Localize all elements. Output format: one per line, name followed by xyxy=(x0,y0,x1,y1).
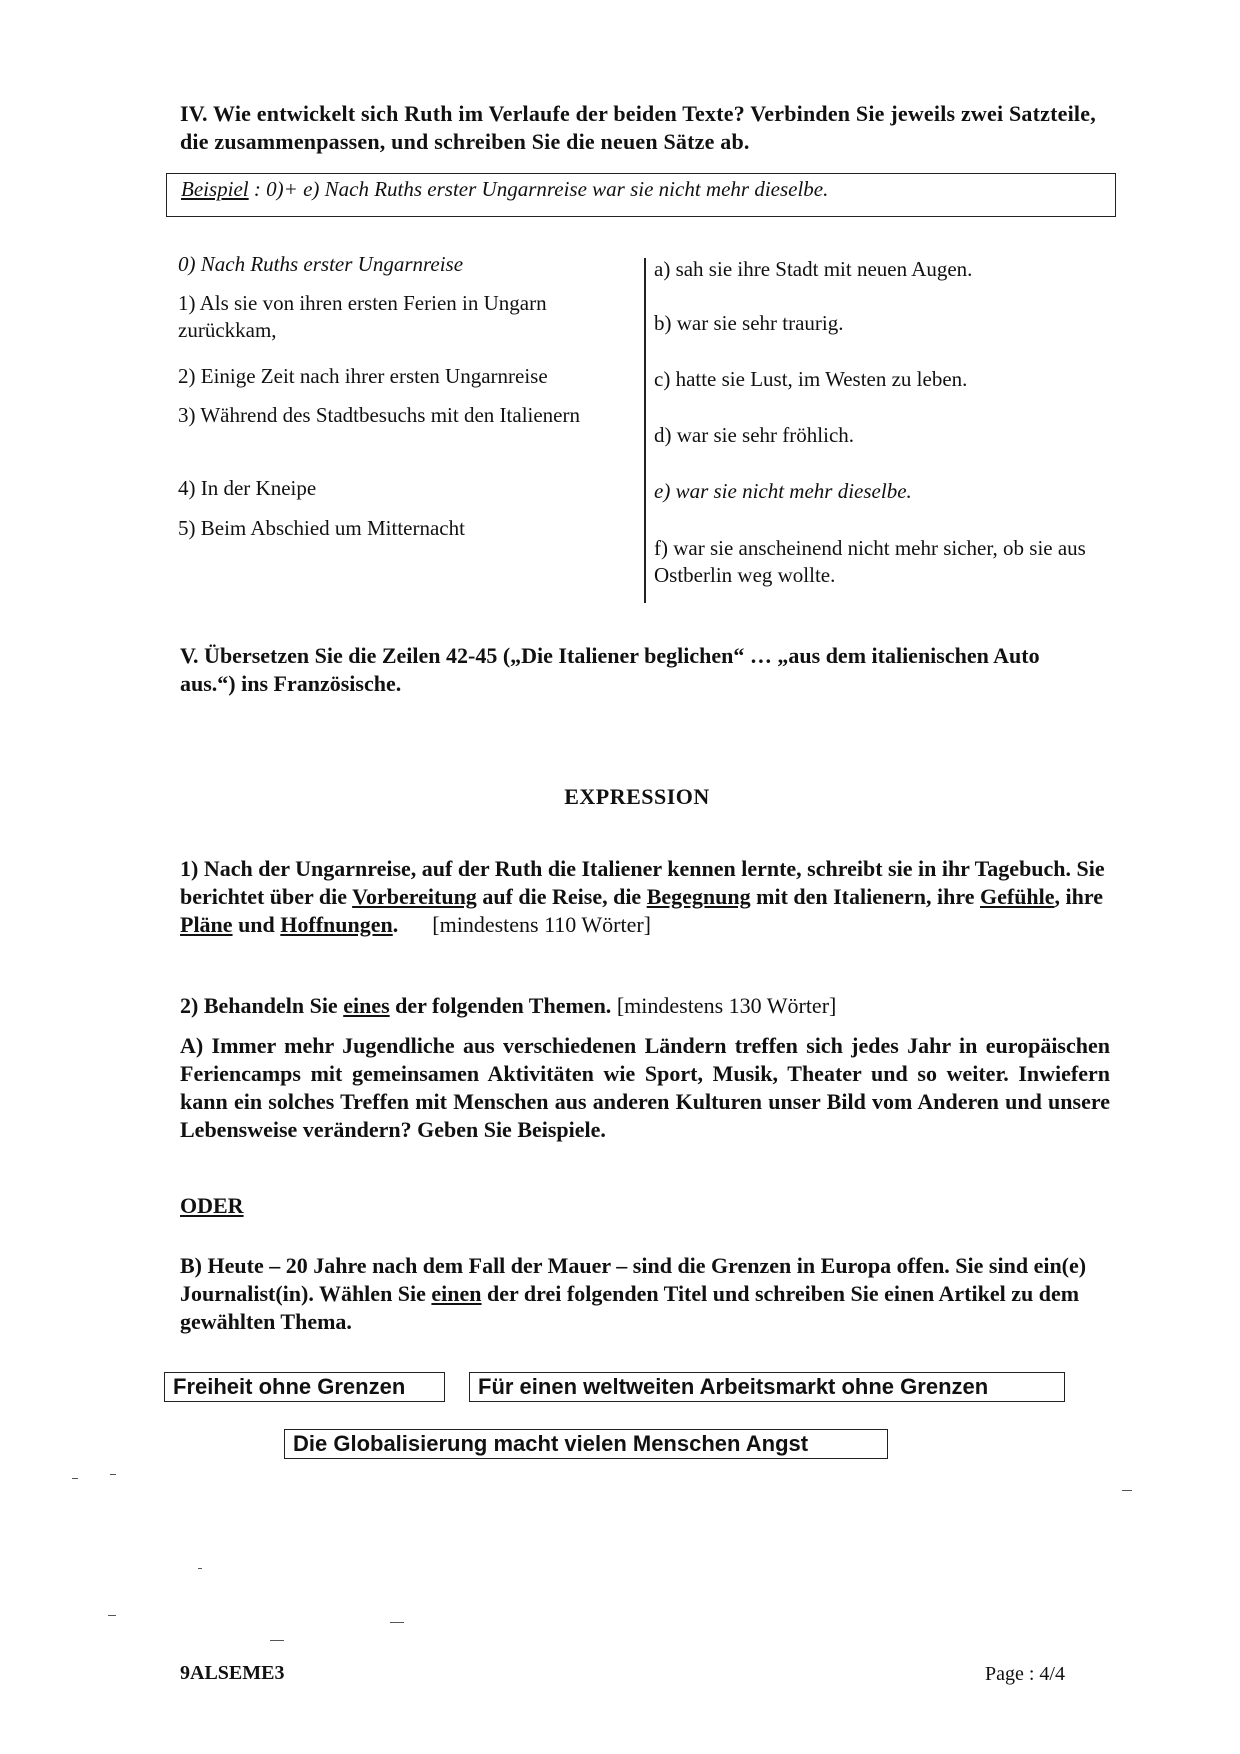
left-item-4: 4) In der Kneipe xyxy=(178,476,317,500)
task1-keyword-gefuehle: Gefühle xyxy=(979,884,1055,909)
scan-speck xyxy=(198,1568,202,1569)
matching-table xyxy=(178,252,1118,604)
left-item-2: 2) Einige Zeit nach ihrer ersten Ungarnreise xyxy=(178,364,548,388)
footer-exam-code: 9ALSEME3 xyxy=(180,1662,285,1684)
theme-b-text-1: B) Heute – 20 Jahre nach dem Fall der Mauer – sind die Grenzen in Europa offen. Sie sind ein(e) Journalist(in). Wählen Sie xyxy=(180,1253,1087,1306)
example-box xyxy=(166,173,1116,217)
footer-page-number: Page : 4/4 xyxy=(985,1663,1065,1685)
task1-keyword-plaene: Pläne xyxy=(180,912,233,937)
question-4-number: IV. xyxy=(180,101,208,126)
task1-text-3: mit den Italienern, ihre xyxy=(750,884,980,909)
task2-word-count: [mindestens 130 Wörter] xyxy=(616,993,837,1018)
expression-heading: EXPRESSION xyxy=(564,784,710,809)
theme-a: A) Immer mehr Jugendliche aus verschiedenen Ländern treffen sich jedes Jahr in europäischen Feriencamps mit gemeinsamen Aktivitäten wie Sport, Musik, Theater und so weiter. Inwiefern kann ein solches Treffen mit Menschen aus anderen Kulturen unser Bild vom Anderen und unsere Lebensweise verändern? Geben Sie Beispiele. xyxy=(180,1033,1110,1142)
task1-text-2: auf die Reise, die xyxy=(476,884,647,909)
left-item-1: 1) Als sie von ihren ersten Ferien in Ungarn zurückkam, xyxy=(178,291,547,342)
task2-keyword-eines: eines xyxy=(343,993,390,1018)
task1-text-5: und xyxy=(232,912,281,937)
scan-speck xyxy=(270,1640,284,1641)
expression-task-1 xyxy=(180,855,1110,939)
theme-b-keyword-einen: einen xyxy=(431,1281,482,1306)
question-4 xyxy=(180,100,1110,156)
task1-keyword-begegnung: Begegnung xyxy=(646,884,751,909)
left-item-3: 3) Während des Stadtbesuchs mit den Italienern xyxy=(178,403,580,427)
scan-speck xyxy=(110,1474,116,1475)
example-text: 0)+ e) Nach Ruths erster Ungarnreise war sie nicht mehr dieselbe. xyxy=(266,177,829,201)
right-item-e: e) war sie nicht mehr dieselbe. xyxy=(654,479,912,503)
article-title-2: Für einen weltweiten Arbeitsmarkt ohne Grenzen xyxy=(469,1372,1065,1402)
example-separator: : xyxy=(248,177,267,201)
article-title-1: Freiheit ohne Grenzen xyxy=(164,1372,445,1402)
theme-b-text-2: der drei folgenden Titel und schreiben Sie einen Artikel zu dem gewählten Thema. xyxy=(180,1281,1080,1334)
question-5: V. Übersetzen Sie die Zeilen 42-45 („Die Italiener beglichen“ … „aus dem italienischen Auto aus.“) ins Französische. xyxy=(180,643,1040,696)
left-item-0: 0) Nach Ruths erster Ungarnreise xyxy=(178,252,464,276)
right-item-f: f) war sie anscheinend nicht mehr sicher, ob sie aus Ostberlin weg wollte. xyxy=(654,536,1086,587)
theme-b xyxy=(180,1252,1110,1336)
task2-text-1: 2) Behandeln Sie xyxy=(180,993,344,1018)
task1-text-6: . xyxy=(392,912,399,937)
left-item-5: 5) Beim Abschied um Mitternacht xyxy=(178,516,465,540)
right-item-b: b) war sie sehr traurig. xyxy=(654,311,844,335)
scan-speck xyxy=(108,1615,116,1616)
task1-text-1: 1) Nach der Ungarnreise, auf der Ruth die Italiener kennen lernte, schreibt sie in ihr Tagebuch. Sie berichtet über die xyxy=(180,856,1105,909)
article-title-3: Die Globalisierung macht vielen Menschen Angst xyxy=(284,1429,888,1459)
task2-text-2: der folgenden Themen. xyxy=(389,993,612,1018)
task1-keyword-vorbereitung: Vorbereitung xyxy=(352,884,477,909)
scan-speck xyxy=(1122,1490,1132,1491)
right-item-c: c) hatte sie Lust, im Westen zu leben. xyxy=(654,367,968,391)
example-label: Beispiel xyxy=(181,177,249,201)
scan-speck xyxy=(390,1622,404,1623)
column-divider xyxy=(644,258,646,603)
scan-speck xyxy=(72,1478,78,1479)
task1-keyword-hoffnungen: Hoffnungen xyxy=(280,912,393,937)
question-4-text: Wie entwickelt sich Ruth im Verlaufe der beiden Texte? Verbinden Sie jeweils zwei Satzteile, die zusammenpassen, und schreiben Sie die neuen Sätze ab. xyxy=(180,101,1096,154)
right-item-a: a) sah sie ihre Stadt mit neuen Augen. xyxy=(654,257,973,281)
right-item-d: d) war sie sehr fröhlich. xyxy=(654,423,855,447)
task1-word-count: [mindestens 110 Wörter] xyxy=(432,912,651,937)
oder-label: ODER xyxy=(180,1193,244,1218)
task1-text-4: , ihre xyxy=(1054,884,1104,909)
expression-task-2 xyxy=(180,992,1110,1020)
